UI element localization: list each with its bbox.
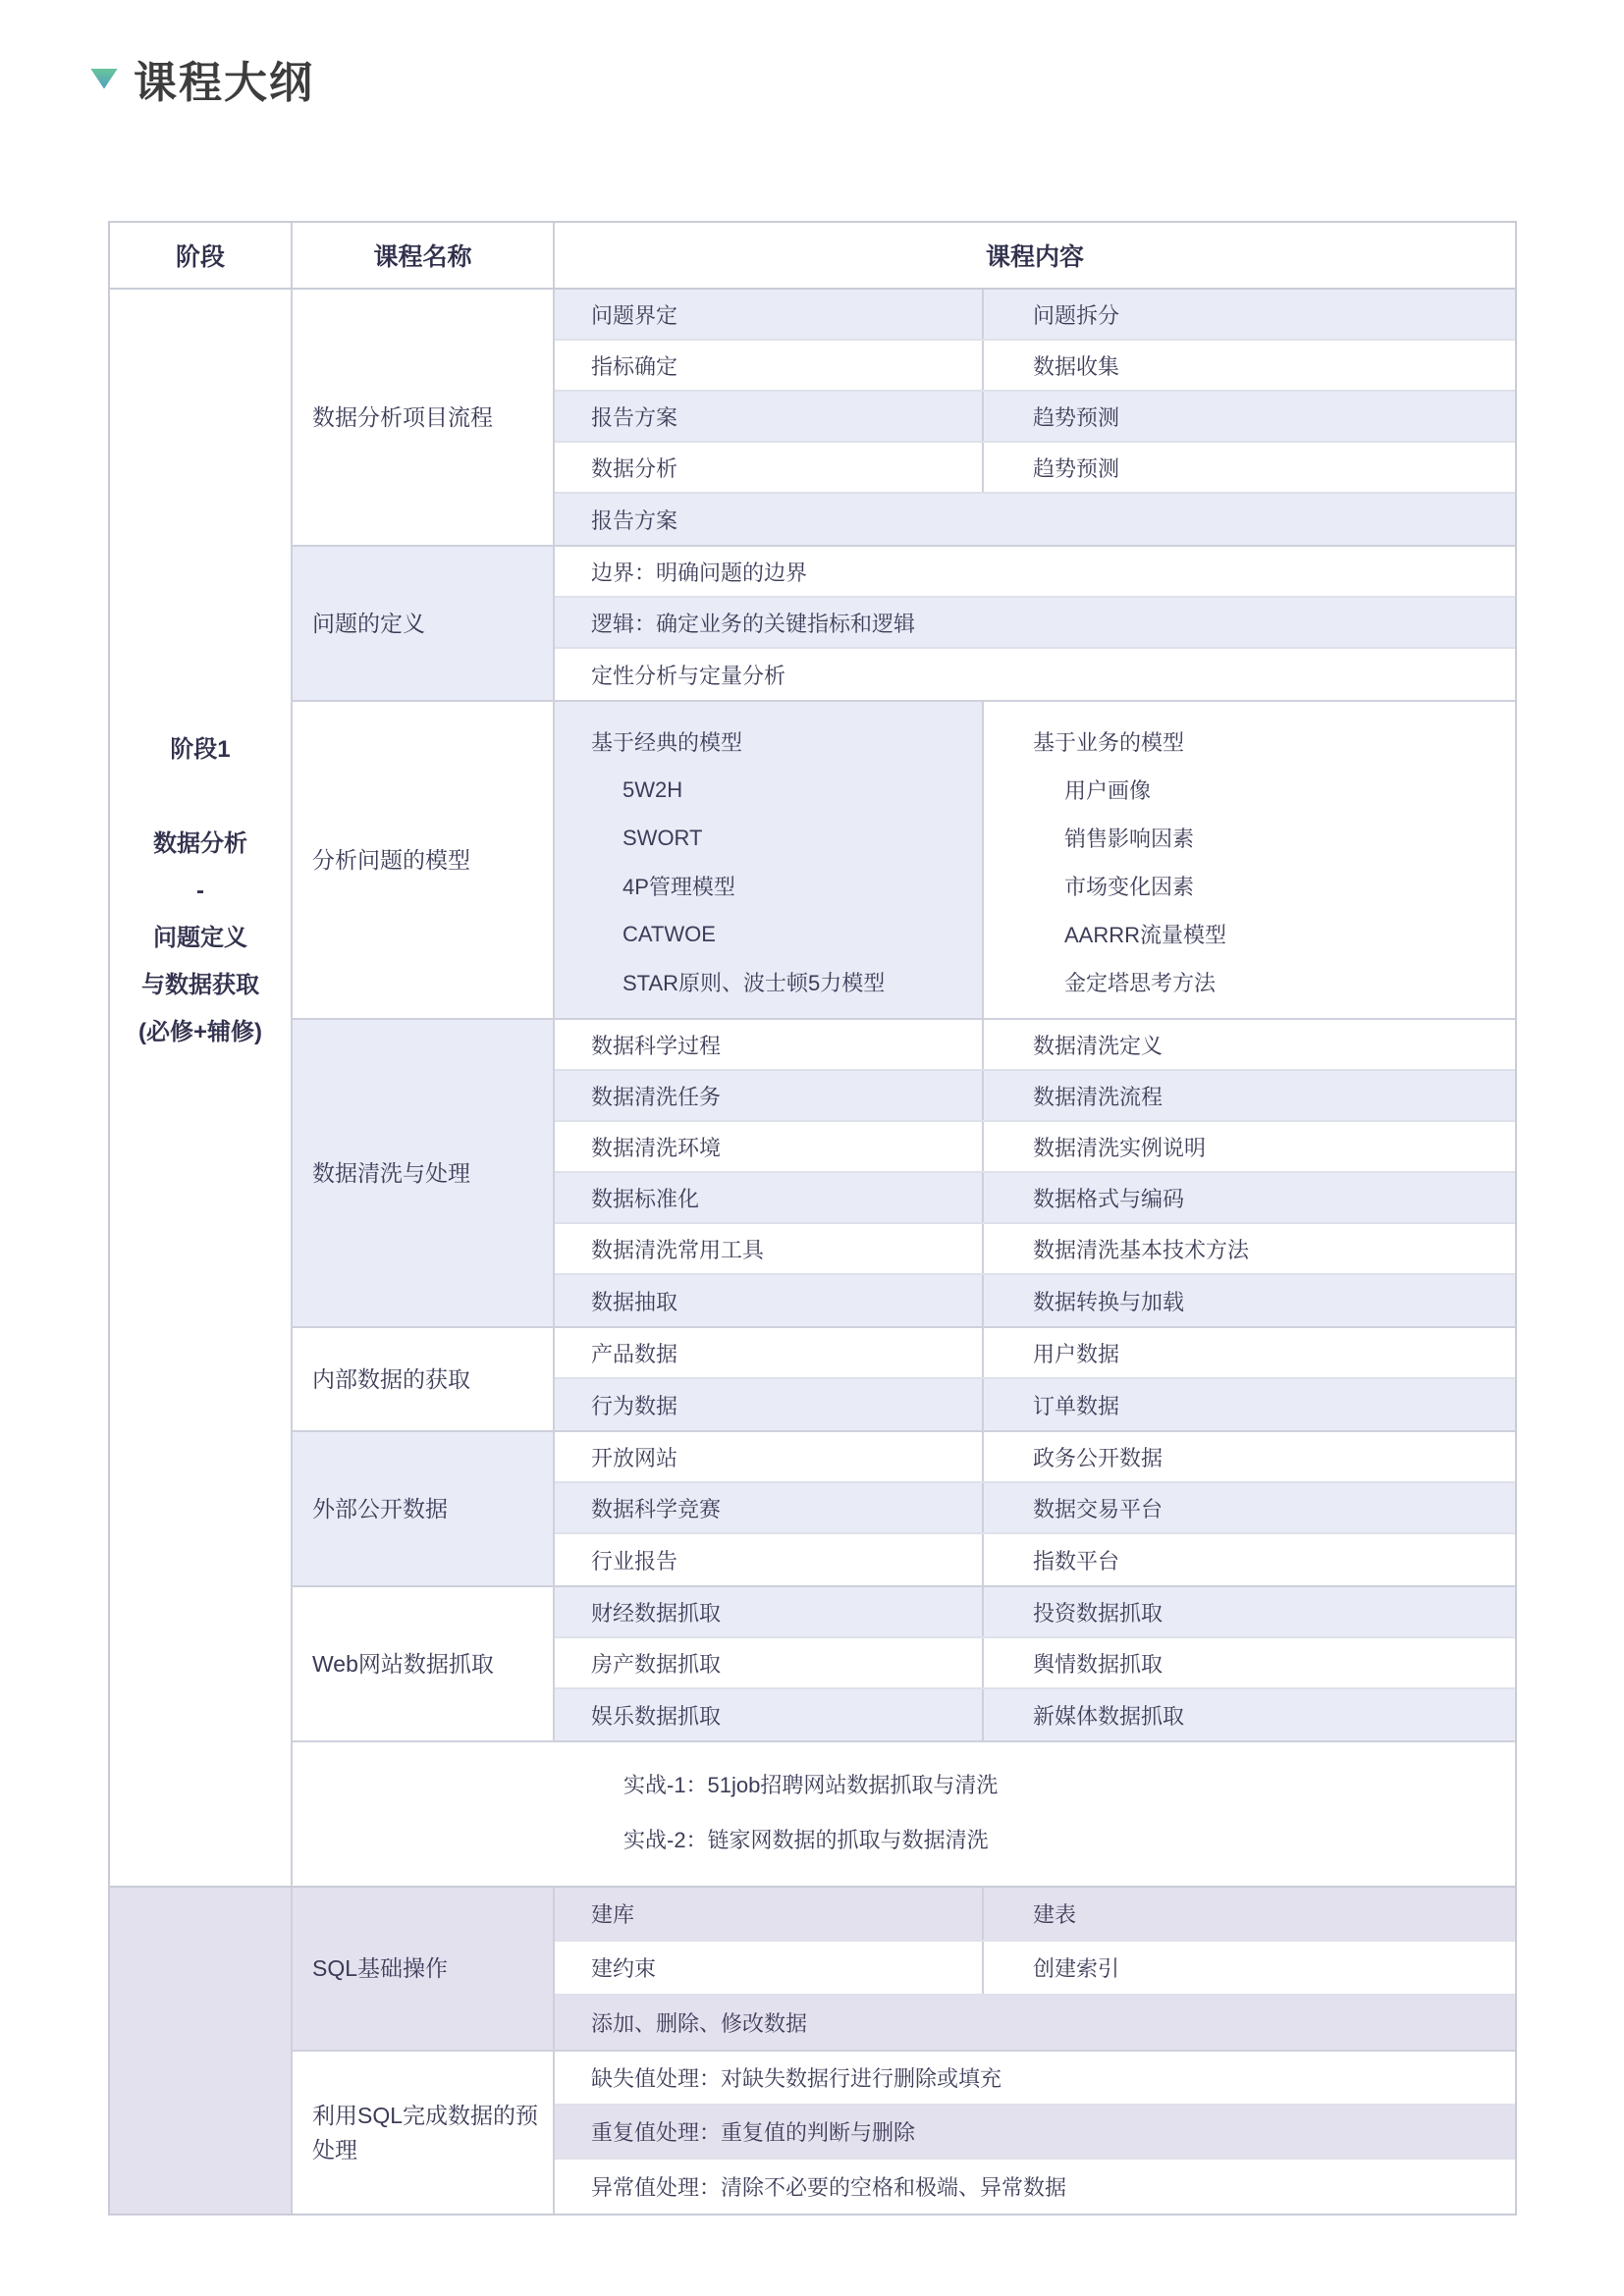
course-name: 数据清洗与处理 xyxy=(312,1159,470,1186)
stage-label-line: 数据分析 xyxy=(153,830,247,857)
content-row xyxy=(555,1275,1515,1326)
course-section xyxy=(293,1432,1515,1587)
course-name: 分析问题的模型 xyxy=(312,846,470,873)
course-outline-table xyxy=(108,221,1517,2216)
content-cell-right: 新媒体数据抓取 xyxy=(1033,1703,1185,1729)
content-cell-full: 边界：明确问题的边界 xyxy=(591,560,808,585)
content-cell-right: 数据清洗定义 xyxy=(1033,1033,1164,1058)
content-rows xyxy=(555,1587,1515,1740)
content-rows xyxy=(555,2052,1515,2214)
content-row xyxy=(555,1432,1515,1483)
course-name: 利用SQL完成数据的预处理 xyxy=(312,2103,539,2163)
content-cell-right: 舆情数据抓取 xyxy=(1033,1651,1164,1677)
models-line: CATWOE xyxy=(623,921,716,946)
content-row xyxy=(555,1689,1515,1740)
content-rows xyxy=(555,1432,1515,1585)
content-cell-left: 问题界定 xyxy=(555,290,984,339)
course-name-cell xyxy=(293,1888,555,2050)
page-header xyxy=(90,47,314,110)
course-section xyxy=(293,1587,1515,1742)
content-cell-right: 数据交易平台 xyxy=(1033,1496,1164,1522)
content-cell-right: 问题拆分 xyxy=(1033,302,1120,328)
practice-line: 实战-1：51job招聘网站数据抓取与清洗 xyxy=(623,1773,999,1797)
models-line: AARRR流量模型 xyxy=(1064,923,1227,947)
stage-label-line: 阶段1 xyxy=(170,736,231,763)
content-cell-right: 数据清洗实例说明 xyxy=(1033,1135,1207,1160)
content-cell-left: 建约束 xyxy=(555,1942,984,1994)
content-cell-right: 数据收集 xyxy=(1033,353,1120,379)
content-cell-left: 建库 xyxy=(555,1888,984,1940)
course-section xyxy=(293,1888,1515,2052)
content-cell-left: 娱乐数据抓取 xyxy=(555,1689,984,1740)
table-body xyxy=(110,290,1515,2214)
content-row xyxy=(555,494,1515,545)
content-cell-full: 异常值处理：清除不必要的空格和极端、异常数据 xyxy=(591,2175,1067,2200)
content-cell-full: 逻辑：确定业务的关键指标和逻辑 xyxy=(591,611,916,636)
content-cell-left: 数据分析 xyxy=(555,443,984,492)
course-section xyxy=(293,702,1515,1020)
content-row xyxy=(555,547,1515,598)
models-line: 市场变化因素 xyxy=(1064,875,1195,899)
content-row xyxy=(555,1071,1515,1122)
content-cell-left: 数据科学过程 xyxy=(555,1020,984,1069)
content-cell-right: 建表 xyxy=(1033,1902,1077,1927)
content-cell-left: 财经数据抓取 xyxy=(555,1587,984,1636)
course-name-cell xyxy=(293,290,555,545)
course-name-cell xyxy=(293,2052,555,2214)
content-row xyxy=(555,341,1515,392)
content-cell-full: 报告方案 xyxy=(591,507,678,533)
models-line: 基于业务的模型 xyxy=(1033,730,1185,755)
stage-label-line: - xyxy=(196,878,204,904)
models-line: 基于经典的模型 xyxy=(591,730,743,755)
content-cell-left: 报告方案 xyxy=(555,392,984,441)
page-title: 课程大纲 xyxy=(134,59,314,107)
models-line: 金定塔思考方法 xyxy=(1064,971,1217,995)
course-name-cell xyxy=(293,702,555,1018)
content-row xyxy=(555,443,1515,494)
content-cell-left: 产品数据 xyxy=(555,1328,984,1377)
content-row xyxy=(555,1996,1515,2050)
content-cell-right: 数据转换与加载 xyxy=(1033,1289,1185,1314)
content-cell-left: 数据抽取 xyxy=(555,1275,984,1326)
course-name-cell xyxy=(293,1020,555,1326)
content-cell-left: 数据清洗环境 xyxy=(555,1122,984,1171)
content-cell-right: 数据格式与编码 xyxy=(1033,1186,1185,1211)
course-name-cell xyxy=(293,547,555,700)
content-row xyxy=(555,1173,1515,1224)
course-section xyxy=(293,2052,1515,2214)
content-cell-left: 数据清洗常用工具 xyxy=(555,1224,984,1273)
content-cell-left: 房产数据抓取 xyxy=(555,1638,984,1687)
stage-label-line: 与数据获取 xyxy=(141,972,259,998)
course-name: Web网站数据抓取 xyxy=(312,1650,494,1677)
content-row xyxy=(555,1888,1515,1942)
practice-section xyxy=(293,1742,1515,1886)
content-cell-right: 数据清洗流程 xyxy=(1033,1084,1164,1109)
content-cell-full: 添加、删除、修改数据 xyxy=(591,2011,808,2036)
models-line: STAR原则、波士顿5力模型 xyxy=(623,971,886,995)
content-rows xyxy=(555,1888,1515,2050)
content-row xyxy=(555,1483,1515,1534)
content-row xyxy=(555,1328,1515,1379)
content-row xyxy=(555,1942,1515,1996)
course-name-cell xyxy=(293,1587,555,1740)
content-cell-left: 数据清洗任务 xyxy=(555,1071,984,1120)
course-section xyxy=(293,290,1515,547)
table-header-row xyxy=(110,223,1515,290)
content-row xyxy=(555,2160,1515,2214)
stage-group xyxy=(110,1888,1515,2214)
course-name: 问题的定义 xyxy=(312,610,425,636)
course-section xyxy=(293,547,1515,702)
course-name-cell xyxy=(293,1432,555,1585)
course-section xyxy=(293,1328,1515,1432)
course-section xyxy=(293,1020,1515,1328)
practice-line: 实战-2：链家网数据的抓取与数据清洗 xyxy=(623,1828,989,1852)
content-cell-right: 订单数据 xyxy=(1033,1393,1120,1418)
content-cell-full: 重复值处理：重复值的判断与删除 xyxy=(591,2120,916,2145)
content-row xyxy=(555,1587,1515,1638)
models-line: 4P管理模型 xyxy=(623,875,735,899)
content-rows xyxy=(555,290,1515,545)
content-row xyxy=(555,1379,1515,1430)
stage-group-content xyxy=(293,1888,1515,2214)
course-name: 内部数据的获取 xyxy=(312,1365,470,1392)
content-cell-right: 趋势预测 xyxy=(1033,455,1120,481)
content-row xyxy=(555,649,1515,700)
content-cell-right: 政务公开数据 xyxy=(1033,1445,1164,1470)
stage-label-line: 问题定义 xyxy=(153,925,247,951)
stage-label-line: (必修+辅修) xyxy=(138,1019,262,1045)
content-row xyxy=(555,598,1515,649)
models-cell-right xyxy=(984,702,1515,1018)
triangle-bullet-icon xyxy=(90,69,118,89)
header-cell-course-content: 课程内容 xyxy=(985,243,1084,271)
content-cell-right: 投资数据抓取 xyxy=(1033,1600,1164,1626)
content-cell-left: 开放网站 xyxy=(555,1432,984,1481)
content-rows xyxy=(555,547,1515,700)
content-row xyxy=(555,1224,1515,1275)
course-name: 数据分析项目流程 xyxy=(312,403,493,430)
content-cell-full: 定性分析与定量分析 xyxy=(591,663,786,688)
models-cell-left xyxy=(555,702,984,1018)
header-cell-stage: 阶段 xyxy=(110,223,293,288)
content-cell-left: 行业报告 xyxy=(555,1534,984,1585)
content-cell-right: 数据清洗基本技术方法 xyxy=(1033,1237,1250,1262)
content-row xyxy=(555,392,1515,443)
models-line: 5W2H xyxy=(623,776,683,802)
content-cell-left: 行为数据 xyxy=(555,1379,984,1430)
content-rows xyxy=(555,1020,1515,1326)
course-name: SQL基础操作 xyxy=(312,1955,449,1982)
models-line: 销售影响因素 xyxy=(1064,827,1195,851)
content-cell-left: 数据标准化 xyxy=(555,1173,984,1222)
content-cell-left: 指标确定 xyxy=(555,341,984,390)
content-row xyxy=(555,2106,1515,2160)
content-row xyxy=(555,2052,1515,2106)
course-name: 外部公开数据 xyxy=(312,1495,448,1522)
course-name-cell xyxy=(293,1328,555,1430)
models-line: 用户画像 xyxy=(1064,778,1152,803)
content-row xyxy=(555,1020,1515,1071)
stage-group-content xyxy=(293,290,1515,1886)
content-cell-right: 趋势预测 xyxy=(1033,404,1120,430)
content-row xyxy=(555,1122,1515,1173)
stage-cell xyxy=(110,290,293,1886)
content-cell-left: 数据科学竞赛 xyxy=(555,1483,984,1532)
stage-group xyxy=(110,290,1515,1888)
content-cell-right: 创建索引 xyxy=(1033,1956,1120,1981)
content-row xyxy=(555,1534,1515,1585)
content-cell-full: 缺失值处理：对缺失数据行进行删除或填充 xyxy=(591,2066,1002,2091)
stage-cell xyxy=(110,1888,293,2214)
models-line: SWORT xyxy=(623,825,703,850)
header-cell-course-name: 课程名称 xyxy=(293,223,555,288)
content-row xyxy=(555,290,1515,341)
content-row xyxy=(555,1638,1515,1689)
content-cell-right: 用户数据 xyxy=(1033,1341,1120,1366)
models-content xyxy=(555,702,1515,1018)
content-rows xyxy=(555,1328,1515,1430)
content-cell-right: 指数平台 xyxy=(1033,1548,1120,1574)
